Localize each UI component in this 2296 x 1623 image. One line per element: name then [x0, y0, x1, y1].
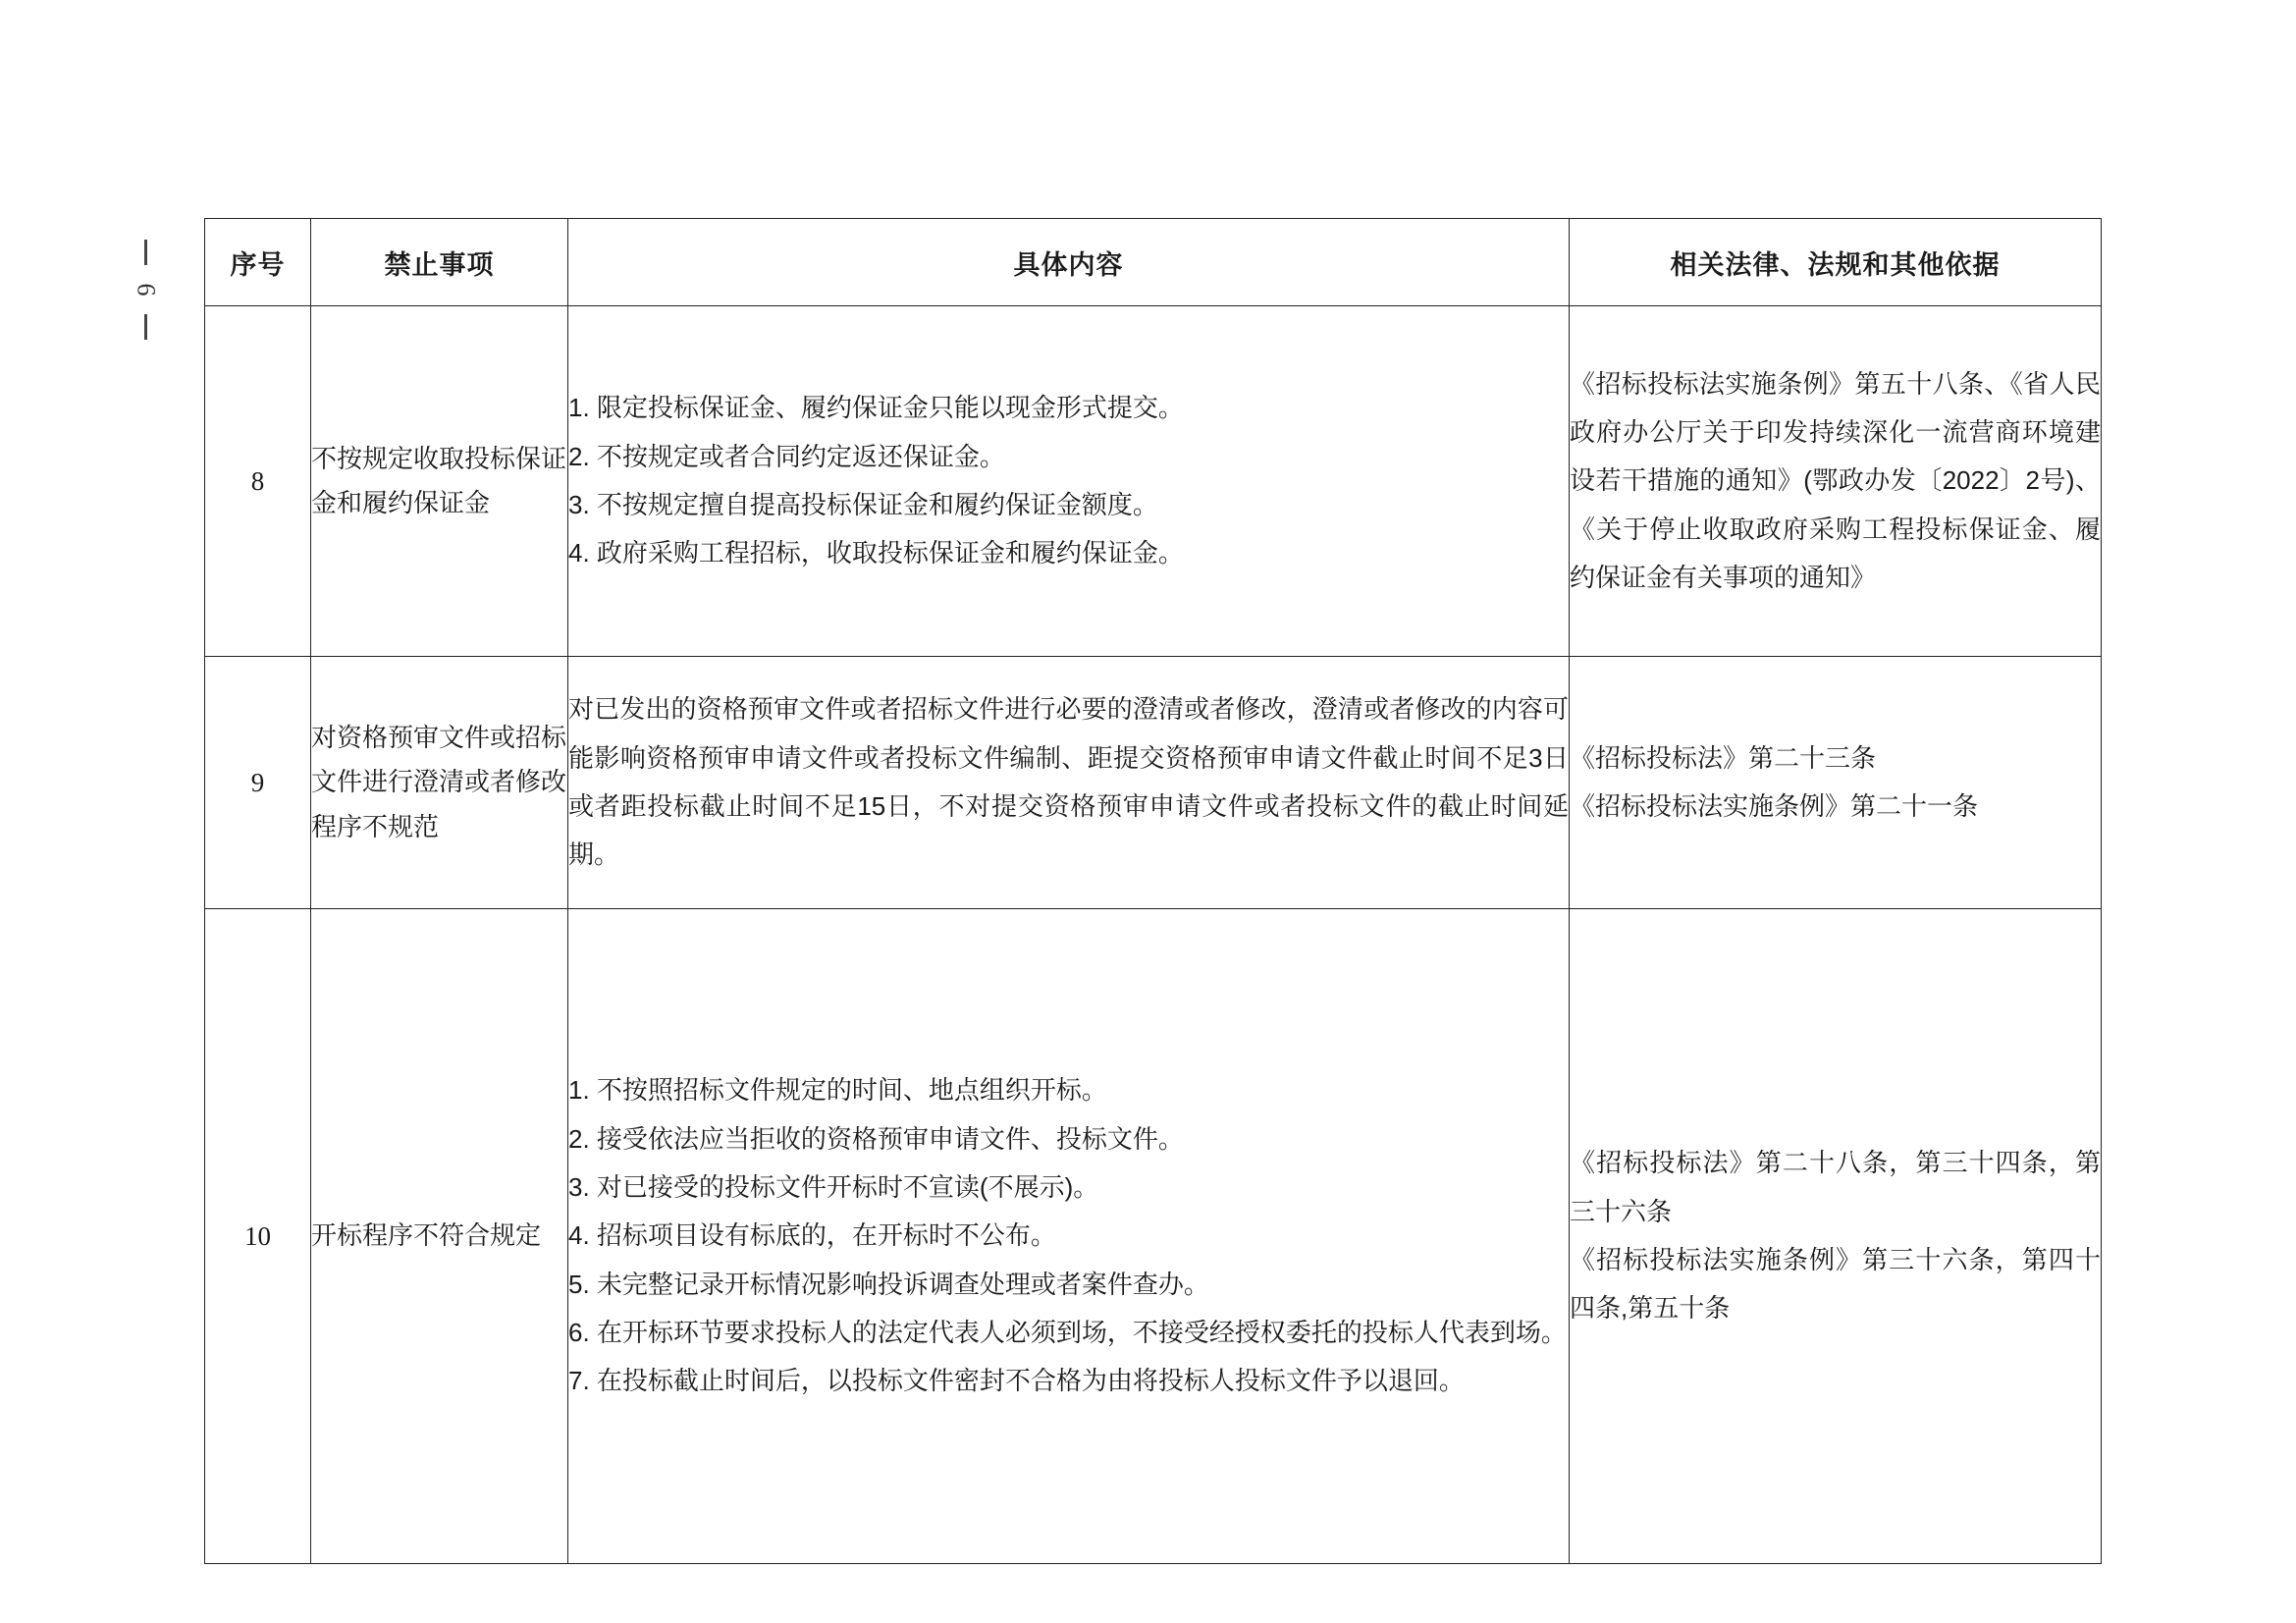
row-content [568, 306, 1570, 657]
table-row [205, 657, 2102, 909]
row-content [568, 909, 1570, 1564]
content-line: 4. 政府采购工程招标，收取投标保证金和履约保证金。 [568, 538, 1184, 568]
column-header-item: 禁止事项 [311, 219, 568, 306]
row-number: 9 [205, 657, 311, 909]
row-item: 开标程序不符合规定 [311, 909, 568, 1564]
content-line: 6. 在开标环节要求投标人的法定代表人必须到场，不接受经授权委托的投标人代表到场。 [568, 1318, 1567, 1348]
content-line: 4. 招标项目设有标底的，在开标时不公布。 [568, 1220, 1056, 1251]
page-number: 6 [132, 283, 160, 297]
row-item: 对资格预审文件或招标文件进行澄清或者修改程序不规范 [311, 657, 568, 909]
row-number: 10 [205, 909, 311, 1564]
column-header-content: 具体内容 [568, 219, 1570, 306]
column-header-no: 序号 [205, 219, 311, 306]
table-row [205, 909, 2102, 1564]
content-line: 2. 不按规定或者合同约定返还保证金。 [568, 441, 1005, 471]
prohibited-items-table [204, 218, 2102, 1564]
content-line: 2. 接受依法应当拒收的资格预审申请文件、投标文件。 [568, 1123, 1184, 1154]
column-header-basis: 相关法律、法规和其他依据 [1570, 219, 2102, 306]
content-line: 1. 限定投标保证金、履约保证金只能以现金形式提交。 [568, 393, 1184, 423]
page-number-marker [116, 211, 175, 368]
basis-line: 《招标投标法实施条例》第二十一条 [1570, 791, 1979, 821]
page-marker-dash-top [144, 240, 147, 265]
row-number: 8 [205, 306, 311, 657]
row-basis [1570, 909, 2102, 1564]
row-basis [1570, 657, 2102, 909]
content-line: 3. 不按规定擅自提高投标保证金和履约保证金额度。 [568, 490, 1158, 519]
table-row [205, 306, 2102, 657]
page-marker-dash-bottom [144, 314, 147, 340]
basis-line: 《招标投标法实施条例》第五十八条、《省人民政府办公厅关于印发持续深化一流营商环境建设若干措施的通知》(鄂政办发〔2022〕2号)、《关于停止收取政府采购工程投标保证金、履约保证金有关事项的通知》 [1570, 368, 2101, 593]
content-line: 7. 在投标截止时间后，以投标文件密封不合格为由将投标人投标文件予以退回。 [568, 1366, 1465, 1396]
content-line: 5. 未完整记录开标情况影响投诉调查处理或者案件查办。 [568, 1269, 1209, 1299]
content-line: 3. 对已接受的投标文件开标时不宣读(不展示)。 [568, 1171, 1099, 1202]
row-content [568, 657, 1570, 909]
table-header-row [205, 219, 2102, 306]
row-item: 不按规定收取投标保证金和履约保证金 [311, 306, 568, 657]
content-line: 1. 不按照招标文件规定的时间、地点组织开标。 [568, 1075, 1107, 1106]
row-basis [1570, 306, 2102, 657]
content-line: 对已发出的资格预审文件或者招标文件进行必要的澄清或者修改，澄清或者修改的内容可能影响资格预审申请文件或者投标文件编制、距提交资格预审申请文件截止时间不足3日或者距投标截止时间不足15日，不对提交资格预审申请文件或者投标文件的截止时间延期。 [568, 694, 1569, 870]
basis-line: 《招标投标法实施条例》第三十六条，第四十四条,第五十条 [1570, 1245, 2101, 1324]
basis-line: 《招标投标法》第二十八条，第三十四条，第三十六条 [1570, 1148, 2101, 1226]
basis-line: 《招标投标法》第二十三条 [1570, 742, 1877, 773]
